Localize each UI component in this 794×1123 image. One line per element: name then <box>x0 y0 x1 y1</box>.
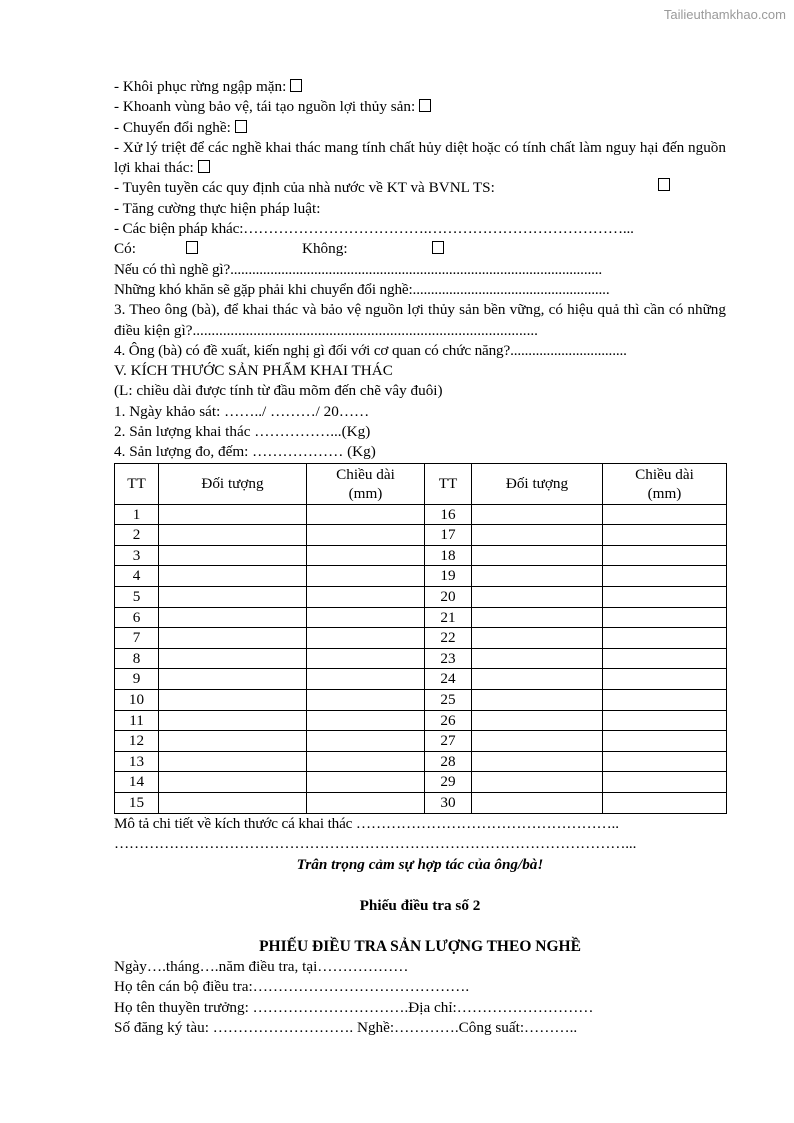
length-cell-right[interactable] <box>603 792 727 813</box>
target-cell-left[interactable] <box>159 545 307 566</box>
row-number-right: 19 <box>425 566 472 587</box>
length-cell-right[interactable] <box>603 628 727 649</box>
row-number-right: 29 <box>425 772 472 793</box>
checkbox-propaganda[interactable] <box>658 178 670 191</box>
target-cell-right[interactable] <box>472 689 603 710</box>
target-cell-right[interactable] <box>472 545 603 566</box>
table-row <box>115 689 727 710</box>
header-length-right-unit: (mm) <box>647 484 682 502</box>
question-4: 4. Ông (bà) có đề xuất, kiến nghị gì đối với cơ quan có chức năng?................................ <box>114 341 627 359</box>
measure-destructive-fishing <box>114 138 726 179</box>
row-number-right: 24 <box>425 669 472 690</box>
table-row <box>115 607 727 628</box>
table-row <box>115 628 727 649</box>
form-2-number: Phiếu điều tra số 2 <box>359 897 481 915</box>
target-cell-left[interactable] <box>159 772 307 793</box>
length-cell-right[interactable] <box>603 751 727 772</box>
target-cell-left[interactable] <box>159 689 307 710</box>
target-cell-left[interactable] <box>159 648 307 669</box>
difficulties-line: Những khó khăn sẽ gặp phải khi chuyển đổi nghề:...................................................... <box>114 280 610 298</box>
row-number-right: 17 <box>425 525 472 546</box>
length-cell-right[interactable] <box>603 772 727 793</box>
form-2-captain: Họ tên thuyền trưởng: ………………………….Địa chỉ:……………………… <box>114 998 594 1016</box>
target-cell-left[interactable] <box>159 607 307 628</box>
row-number-left: 4 <box>115 566 159 587</box>
description-line-1: Mô tả chi tiết về kích thước cá khai thác …………………………………………….. <box>114 814 619 832</box>
length-cell-right[interactable] <box>603 669 727 690</box>
table-row <box>115 751 727 772</box>
row-number-left: 14 <box>115 772 159 793</box>
length-cell-left[interactable] <box>307 792 425 813</box>
table-row <box>115 731 727 752</box>
target-cell-left[interactable] <box>159 731 307 752</box>
target-cell-left[interactable] <box>159 504 307 525</box>
change-job-choice <box>114 239 726 259</box>
measure-propaganda-label: - Tuyên tuyền các quy định của nhà nước về KT và BVNL TS: <box>114 179 495 197</box>
checkbox-destructive-fishing[interactable] <box>198 160 210 173</box>
row-number-right: 26 <box>425 710 472 731</box>
length-cell-left[interactable] <box>307 772 425 793</box>
measure-other: - Các biện pháp khác:……………………………….…………………………………... <box>114 220 634 238</box>
form-2-title: PHIẾU ĐIỀU TRA SẢN LƯỢNG THEO NGHỀ <box>259 937 581 955</box>
section-5-note: (L: chiều dài được tính từ đầu mõm đến chẽ vây đuôi) <box>114 382 443 400</box>
target-cell-right[interactable] <box>472 772 603 793</box>
row-number-right: 25 <box>425 689 472 710</box>
no-label: Không: <box>302 240 348 258</box>
target-cell-left[interactable] <box>159 587 307 608</box>
row-number-left: 7 <box>115 628 159 649</box>
length-cell-right[interactable] <box>603 545 727 566</box>
table-row <box>115 545 727 566</box>
length-cell-left[interactable] <box>307 648 425 669</box>
table-row <box>115 504 727 525</box>
row-number-right: 18 <box>425 545 472 566</box>
row-number-left: 11 <box>115 710 159 731</box>
checkbox-yes[interactable] <box>186 241 198 254</box>
target-cell-right[interactable] <box>472 566 603 587</box>
table-row <box>115 792 727 813</box>
description-line-2: …………………………………………………………………………………………... <box>114 834 637 852</box>
row-number-left: 6 <box>115 607 159 628</box>
length-cell-left[interactable] <box>307 710 425 731</box>
header-length-right <box>603 463 727 504</box>
measure-job-change-label: - Chuyển đổi nghề: <box>114 118 235 136</box>
measure-protection-zone <box>114 97 726 117</box>
size-table <box>114 463 727 814</box>
row-number-right: 16 <box>425 504 472 525</box>
table-body <box>115 504 727 813</box>
header-tt-left: TT <box>115 463 159 504</box>
which-job-line: Nếu có thì nghề gì?...................................................................................................... <box>114 260 603 278</box>
length-cell-right[interactable] <box>603 648 727 669</box>
row-number-left: 3 <box>115 545 159 566</box>
length-cell-left[interactable] <box>307 669 425 690</box>
length-cell-right[interactable] <box>603 504 727 525</box>
survey-date-line: 1. Ngày khảo sát: ……../ ………/ 20…… <box>114 402 370 420</box>
table-row <box>115 669 727 690</box>
row-number-left: 15 <box>115 792 159 813</box>
row-number-right: 23 <box>425 648 472 669</box>
row-number-left: 5 <box>115 587 159 608</box>
checkbox-protection-zone[interactable] <box>419 99 431 112</box>
row-number-right: 28 <box>425 751 472 772</box>
row-number-right: 21 <box>425 607 472 628</box>
form-2-date: Ngày….tháng….năm điều tra, tại……………… <box>114 958 409 976</box>
header-length-left-unit: (mm) <box>348 484 383 502</box>
length-cell-right[interactable] <box>603 731 727 752</box>
table-row <box>115 772 727 793</box>
target-cell-right[interactable] <box>472 648 603 669</box>
measure-protection-zone-label: - Khoanh vùng bảo vệ, tái tạo nguồn lợi thủy sản: <box>114 98 419 116</box>
section-5-heading: V. KÍCH THƯỚC SẢN PHẨM KHAI THÁC <box>114 362 393 380</box>
row-number-left: 1 <box>115 504 159 525</box>
target-cell-right[interactable] <box>472 525 603 546</box>
row-number-left: 2 <box>115 525 159 546</box>
header-length-left <box>307 463 425 504</box>
length-cell-left[interactable] <box>307 751 425 772</box>
row-number-left: 13 <box>115 751 159 772</box>
length-cell-right[interactable] <box>603 689 727 710</box>
measured-volume-line: 4. Sản lượng đo, đếm: ……………… (Kg) <box>114 443 376 461</box>
measure-job-change <box>114 118 726 138</box>
target-cell-right[interactable] <box>472 751 603 772</box>
target-cell-left[interactable] <box>159 566 307 587</box>
checkbox-no[interactable] <box>432 241 444 254</box>
row-number-right: 20 <box>425 587 472 608</box>
form-2-officer: Họ tên cán bộ điều tra:……………………………………. <box>114 978 470 996</box>
target-cell-left[interactable] <box>159 525 307 546</box>
document-body <box>114 77 726 1038</box>
table-row <box>115 710 727 731</box>
thanks-message: Trân trọng cảm sự hợp tác của ông/bà! <box>296 856 544 874</box>
length-cell-left[interactable] <box>307 525 425 546</box>
table-row <box>115 525 727 546</box>
length-cell-left[interactable] <box>307 689 425 710</box>
length-cell-left[interactable] <box>307 607 425 628</box>
header-target-left: Đối tượng <box>159 463 307 504</box>
length-cell-left[interactable] <box>307 628 425 649</box>
table-row <box>115 648 727 669</box>
target-cell-right[interactable] <box>472 587 603 608</box>
length-cell-left[interactable] <box>307 731 425 752</box>
checkbox-job-change[interactable] <box>235 120 247 133</box>
target-cell-right[interactable] <box>472 504 603 525</box>
measure-propaganda <box>114 178 726 198</box>
row-number-left: 8 <box>115 648 159 669</box>
measure-destructive-fishing-label: - Xử lý triệt để các nghề khai thác mang tính chất hủy diệt hoặc có tính chất làm nguy hại đến nguồn lợi khai thác: <box>114 138 726 177</box>
row-number-left: 12 <box>115 731 159 752</box>
form-2-boat: Số đăng ký tàu: ………………………. Nghề:………….Công suất:……….. <box>114 1018 578 1036</box>
row-number-right: 27 <box>425 731 472 752</box>
measure-mangrove <box>114 77 726 97</box>
measure-mangrove-label: - Khôi phục rừng ngập mặn: <box>114 78 291 95</box>
header-tt-right: TT <box>425 463 472 504</box>
length-cell-right[interactable] <box>603 525 727 546</box>
header-length-right-title: Chiều dài <box>635 465 694 483</box>
yes-label: Có: <box>114 240 136 258</box>
watermark: Tailieuthamkhao.com <box>663 7 786 22</box>
row-number-left: 9 <box>115 669 159 690</box>
row-number-right: 22 <box>425 628 472 649</box>
checkbox-mangrove[interactable] <box>290 79 302 92</box>
length-cell-left[interactable] <box>307 587 425 608</box>
length-cell-right[interactable] <box>603 587 727 608</box>
target-cell-right[interactable] <box>472 731 603 752</box>
table-row <box>115 566 727 587</box>
target-cell-left[interactable] <box>159 751 307 772</box>
target-cell-right[interactable] <box>472 792 603 813</box>
catch-volume-line: 2. Sản lượng khai thác ……………...(Kg) <box>114 423 371 441</box>
target-cell-left[interactable] <box>159 710 307 731</box>
target-cell-left[interactable] <box>159 792 307 813</box>
question-3: 3. Theo ông (bà), để khai thác và bảo vệ nguồn lợi thủy sản bền vững, có hiệu quả thì cần có những điều kiện gì?........................................................................................... <box>114 301 726 339</box>
length-cell-right[interactable] <box>603 607 727 628</box>
length-cell-left[interactable] <box>307 545 425 566</box>
target-cell-right[interactable] <box>472 710 603 731</box>
length-cell-left[interactable] <box>307 504 425 525</box>
measure-law-enforcement: - Tăng cường thực hiện pháp luật: <box>114 199 321 217</box>
length-cell-left[interactable] <box>307 566 425 587</box>
header-target-right: Đối tượng <box>472 463 603 504</box>
table-header-row <box>115 463 727 504</box>
target-cell-right[interactable] <box>472 628 603 649</box>
header-length-left-title: Chiều dài <box>336 465 395 483</box>
target-cell-left[interactable] <box>159 628 307 649</box>
target-cell-right[interactable] <box>472 607 603 628</box>
length-cell-right[interactable] <box>603 710 727 731</box>
length-cell-right[interactable] <box>603 566 727 587</box>
row-number-right: 30 <box>425 792 472 813</box>
target-cell-right[interactable] <box>472 669 603 690</box>
target-cell-left[interactable] <box>159 669 307 690</box>
table-row <box>115 587 727 608</box>
row-number-left: 10 <box>115 689 159 710</box>
